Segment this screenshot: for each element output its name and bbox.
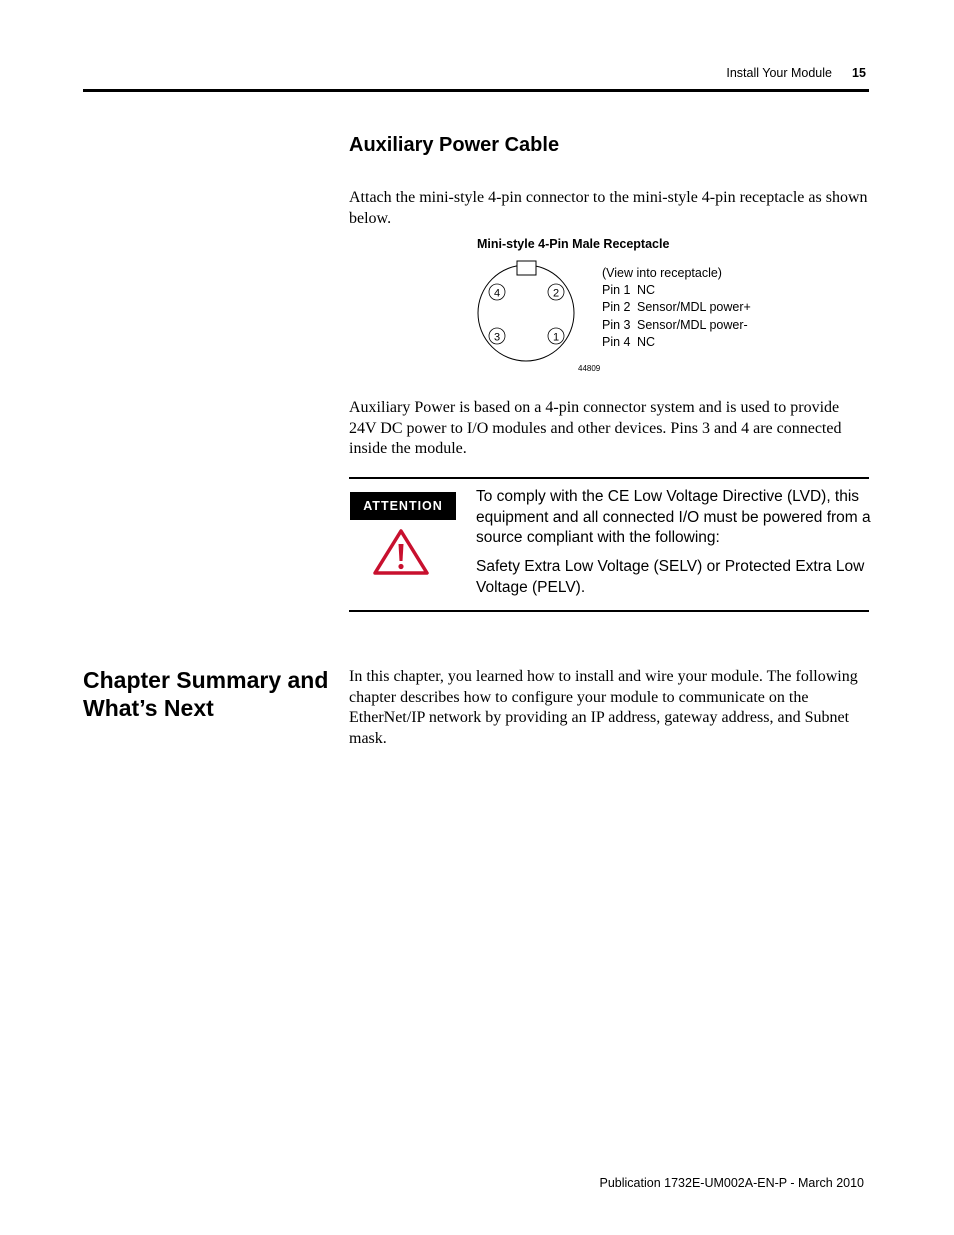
- section-heading-aux-power: Auxiliary Power Cable: [349, 134, 560, 156]
- attention-bottom-rule: [349, 610, 869, 612]
- receptacle-key: [517, 261, 536, 275]
- pin-row: Pin 3 Sensor/MDL power-: [602, 317, 748, 332]
- svg-text:1: 1: [552, 331, 560, 344]
- warning-triangle-icon: [372, 528, 430, 576]
- header-rule: [83, 89, 869, 92]
- summary-body: In this chapter, you learned how to install and wire your module. The following chapter describes how to configure your module to communicate on the EtherNet/IP network by providing an IP address, gateway address, and Subnet mask.: [349, 668, 858, 747]
- aux-power-description: Auxiliary Power is based on a 4-pin connector system and is used to provide 24V DC power to I/O modules and other devices. Pins 3 and 4 are connected inside the module.: [349, 399, 842, 457]
- page-number: 15: [852, 66, 866, 80]
- running-header: Install Your Module: [726, 66, 832, 80]
- figure-number: 44809: [578, 364, 601, 373]
- pin-row: Pin 4 NC: [602, 334, 656, 349]
- pin-row: Pin 2 Sensor/MDL power+: [602, 300, 751, 315]
- pin-1: [548, 328, 564, 344]
- attention-top-rule: [349, 477, 869, 479]
- pin-assignment-list: [602, 265, 751, 351]
- figure-caption: Mini-style 4-Pin Male Receptacle: [477, 237, 670, 251]
- section-heading-summary: Chapter Summary and What’s Next: [83, 667, 329, 721]
- svg-text:3: 3: [493, 331, 501, 344]
- receptacle-diagram: [470, 255, 620, 375]
- attention-text: To comply with the CE Low Voltage Directive (LVD), this equipment and all connected I/O must be powered from a source compliant with the following:: [476, 488, 871, 546]
- aux-power-intro: Attach the mini-style 4-pin connector to the mini-style 4-pin receptacle as shown below.: [349, 189, 868, 227]
- publication-footer: Publication 1732E-UM002A-EN-P - March 2010: [599, 1176, 864, 1190]
- pin-row: Pin 1 NC: [602, 283, 656, 298]
- pin-2: [548, 284, 564, 300]
- attention-requirement: Safety Extra Low Voltage (SELV) or Protected Extra Low Voltage (PELV).: [476, 558, 865, 596]
- receptacle-outline: [478, 265, 574, 361]
- svg-text:4: 4: [493, 287, 501, 300]
- view-note: (View into receptacle): [602, 266, 722, 280]
- attention-label: ATTENTION: [350, 492, 456, 520]
- pin-3: [489, 328, 505, 344]
- svg-text:2: 2: [552, 287, 560, 300]
- pin-4: [489, 284, 505, 300]
